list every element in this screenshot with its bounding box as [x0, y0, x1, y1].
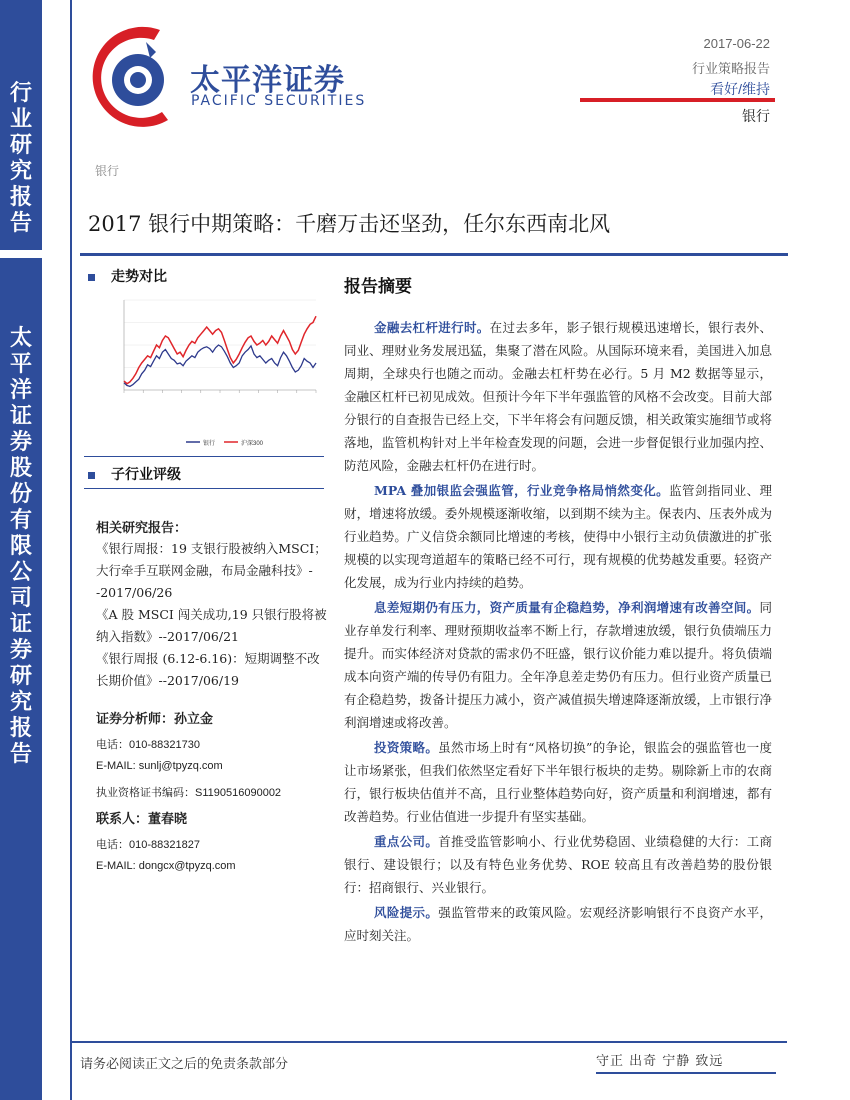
- paragraph-lead: 重点公司。: [374, 834, 439, 849]
- analyst-email[interactable]: E-MAIL: sunlj@tpyzq.com: [96, 760, 223, 772]
- side-band-gap: [0, 250, 42, 258]
- paragraph-text: 首推受监管影响小、行业优势稳固、业绩稳健的大行：工商银行、建设银行；以及有特色业务优势、ROE 较高且有改善趋势的股份银行：招商银行、兴业银行。: [344, 834, 772, 895]
- square-bullet-icon: [88, 274, 95, 281]
- abstract-paragraph: [344, 316, 772, 477]
- series-line-hs300: [124, 316, 316, 384]
- side-label-char: 研: [9, 132, 32, 158]
- abstract-body: [344, 316, 772, 949]
- related-report-item[interactable]: 《A 股 MSCI 闯关成功,19 只银行股将被纳入指数》--2017/06/21: [96, 607, 327, 644]
- side-label-char: 研: [9, 663, 32, 689]
- paragraph-lead: 风险提示。: [374, 905, 439, 920]
- vertical-divider: [70, 0, 72, 1100]
- abstract-paragraph: [344, 479, 772, 594]
- side-label-top: [0, 80, 42, 236]
- analyst-phone: 电话：010-88321730: [96, 739, 200, 751]
- industry-label: 银行: [742, 108, 770, 124]
- side-label-char: 限: [9, 533, 32, 559]
- side-label-char: 太: [9, 325, 32, 351]
- legend-label-hs300: 沪深300: [241, 441, 264, 447]
- paragraph-lead: 投资策略。: [374, 740, 439, 755]
- side-label-char: 司: [9, 585, 32, 611]
- side-label-char: 行: [9, 80, 32, 106]
- side-label-char: 究: [9, 158, 32, 184]
- abstract-paragraph: [344, 596, 772, 734]
- trend-heading: [88, 266, 167, 286]
- paragraph-lead: MPA 叠加银监会强监管，行业竞争格局悄然变化。: [374, 483, 670, 498]
- side-label-char: 告: [9, 210, 32, 236]
- chart-bottom-rule: [84, 456, 324, 457]
- sub-industry-rule: [84, 488, 324, 489]
- abstract-paragraph: [344, 736, 772, 828]
- side-label-char: 证: [9, 403, 32, 429]
- report-date: 2017-06-22: [703, 36, 770, 51]
- side-label-char: 洋: [9, 377, 32, 403]
- logo-text-cn: 太平洋证券: [190, 63, 345, 98]
- side-label-char: 平: [9, 351, 32, 377]
- square-bullet-icon: [88, 472, 95, 479]
- contact-name: 联系人：董春晓: [96, 812, 188, 827]
- paragraph-text: 在过去多年，影子银行规模迅速增长，银行表外、同业、理财业务发展迅猛，集聚了潜在风险。从国际环境来看，美国进入加息周期，全球央行也随之而动。金融去杠杆势在必行。5 月 M2 数据等显示，金融区杠杆已初见成效。但预计今年下半年强监管的风格不会改变。目前大部分银行的自查报告已经上交，下半年将会有问题反馈，相关政策实施细节或将落地，监管机构针对上半年检查发现的问题，会进一步督促银行业加强内控、防范风险，金融去杠杆仍在进行时。: [344, 320, 772, 473]
- side-label-char: 告: [9, 741, 32, 767]
- rating: 看好/维持: [710, 81, 770, 97]
- side-label-char: 报: [9, 715, 32, 741]
- sub-industry-heading-label: 子行业评级: [111, 467, 181, 483]
- contact-phone: 电话：010-88321827: [96, 839, 200, 851]
- report-type: 行业策略报告: [691, 61, 770, 76]
- logo-text-en: PACIFIC SECURITIES: [191, 93, 367, 109]
- paragraph-text: 同业存单发行利率、理财预期收益率不断上行，存款增速放缓，银行负债端压力提升。而实体经济对贷款的需求仍不旺盛，银行议价能力难以提升。将负债端成本向资产端的传导仍有阻力。全年净息差走势仍有压力。但行业资产质量已有企稳趋势，拨备计提压力减小，资产减值损失增速降逐渐放缓，上市银行净利润增速或将改善。: [344, 600, 772, 730]
- title-rule: [80, 253, 788, 256]
- chart-grid: [124, 300, 316, 390]
- side-label-char: 券: [9, 429, 32, 455]
- side-label-char: 份: [9, 481, 32, 507]
- abstract-paragraph: [344, 901, 772, 947]
- related-report-item[interactable]: 《银行周报：19 支银行股被纳入MSCI；大行牵手互联网金融，布局金融科技》--2017/06/26: [96, 541, 327, 600]
- paragraph-lead: 息差短期仍有压力，资产质量有企稳趋势，净利润增速有改善空间。: [374, 600, 760, 615]
- side-label-char: 券: [9, 637, 32, 663]
- contact-email[interactable]: E-MAIL: dongcx@tpyzq.com: [96, 860, 236, 872]
- footer-disclaimer: 请务必阅读正文之后的免责条款部分: [80, 1057, 289, 1072]
- legend-label-bank: 银行: [203, 441, 216, 447]
- footer-motto-underline: [596, 1072, 776, 1074]
- chart-legend: [186, 439, 264, 447]
- paragraph-text: 强监管带来的政策风险。宏观经济影响银行不良资产水平，应时刻关注。: [344, 905, 772, 943]
- related-reports-title: 相关研究报告：: [96, 521, 188, 536]
- breadcrumb: 银行: [95, 164, 120, 178]
- header-accent-bar: [580, 98, 775, 102]
- side-label-bottom: [0, 325, 42, 767]
- analyst-cert: 执业资格证书编码：S1190516090002: [96, 787, 282, 799]
- paragraph-lead: 金融去杠杆进行时。: [374, 320, 490, 335]
- side-label-char: 股: [9, 455, 32, 481]
- footer-rule: [72, 1041, 787, 1043]
- side-label-char: 证: [9, 611, 32, 637]
- paragraph-text: 虽然市场上时有“风格切换”的争论，银监会的强监管也一度让市场紧张，但我们依然坚定看好下半年银行板块的走势。剔除新上市的农商行，银行板块估值并不高，且行业整体趋势向好，资产质量和利润增速，都有改善趋势。行业估值进一步提升有坚实基础。: [344, 740, 772, 824]
- related-report-item[interactable]: 《银行周报 (6.12-6.16)：短期调整不改长期价值》--2017/06/19: [96, 651, 320, 688]
- side-label-char: 有: [9, 507, 32, 533]
- related-reports-list: [96, 538, 328, 692]
- page-title: 2017 银行中期策略：千磨万击还坚劲，任尔东西南北风: [88, 212, 611, 236]
- side-label-char: 公: [9, 559, 32, 585]
- analyst-name: 证券分析师：孙立金: [96, 712, 214, 727]
- abstract-title: 报告摘要: [344, 277, 412, 297]
- trend-heading-label: 走势对比: [111, 269, 167, 285]
- paragraph-text: 监管剑指同业、理财，增速将放缓。委外规模逐渐收缩，以到期不续为主。保表内、压表外成为行业趋势。广义信贷余额同比增速的考核，使得中小银行主动负债激进的扩张规模的以实现弯道超车的策略已经不可行，现有规模的优势越发重要。轻资产化发展，成为行业内持续的趋势。: [344, 483, 772, 590]
- side-label-char: 报: [9, 184, 32, 210]
- side-label-char: 业: [9, 106, 32, 132]
- sub-industry-heading: [88, 464, 181, 484]
- side-label-char: 究: [9, 689, 32, 715]
- trend-chart: [84, 290, 324, 452]
- chart-x-ticks: [124, 390, 316, 393]
- footer-motto: 守正 出奇 宁静 致远: [596, 1054, 724, 1069]
- abstract-paragraph: [344, 830, 772, 899]
- pacific-logo-icon: [90, 22, 186, 132]
